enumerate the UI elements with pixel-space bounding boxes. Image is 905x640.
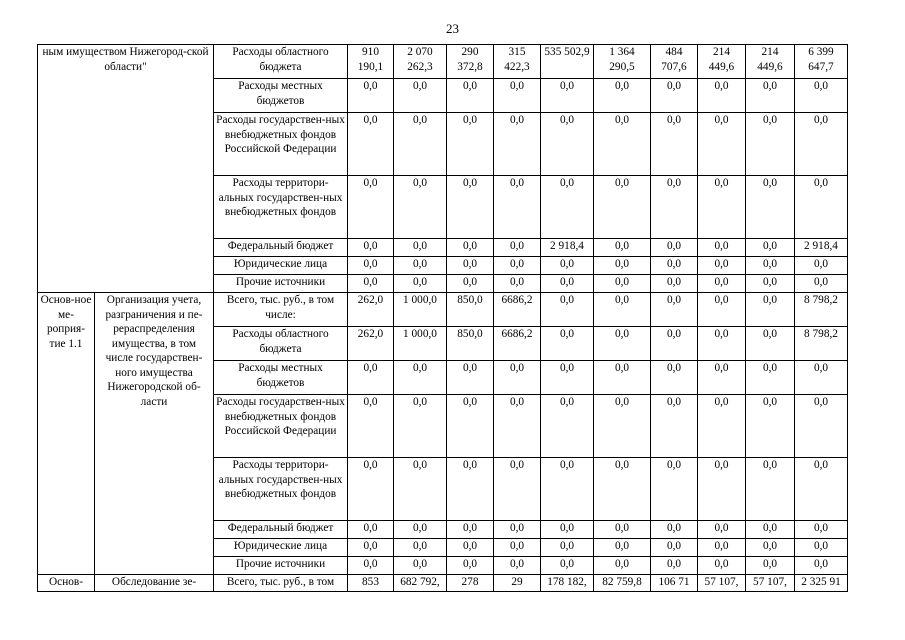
value-cell: 0,0: [698, 113, 746, 176]
value-cell: 0,0: [494, 275, 541, 293]
value-cell: 0,0: [394, 257, 447, 275]
value-cell: 0,0: [447, 239, 494, 257]
value-cell: 0,0: [447, 557, 494, 575]
value-cell: 0,0: [394, 176, 447, 239]
value-cell: 0,0: [698, 521, 746, 539]
value-cell: 0,0: [698, 293, 746, 327]
value-cell: 0,0: [447, 395, 494, 458]
value-cell: 0,0: [746, 395, 795, 458]
value-cell: 8 798,2: [795, 293, 848, 327]
value-cell: 0,0: [698, 361, 746, 395]
value-cell: 0,0: [494, 458, 541, 521]
funding-source-cell: Всего, тыс. руб., в том числе:: [214, 293, 348, 327]
value-cell: 0,0: [348, 257, 394, 275]
value-cell: 2 325 91: [795, 575, 848, 592]
value-cell: 315 422,3: [494, 45, 541, 79]
value-cell: 0,0: [594, 275, 651, 293]
value-cell: 0,0: [594, 557, 651, 575]
value-cell: 0,0: [795, 79, 848, 113]
value-cell: 0,0: [594, 239, 651, 257]
value-cell: 0,0: [541, 176, 594, 239]
value-cell: 0,0: [394, 79, 447, 113]
value-cell: 0,0: [795, 275, 848, 293]
funding-source-cell: Федеральный бюджет: [214, 521, 348, 539]
value-cell: 0,0: [594, 521, 651, 539]
value-cell: 106 71: [651, 575, 698, 592]
value-cell: 0,0: [795, 458, 848, 521]
value-cell: 0,0: [494, 239, 541, 257]
value-cell: 0,0: [447, 275, 494, 293]
value-cell: 6686,2: [494, 293, 541, 327]
value-cell: 0,0: [698, 257, 746, 275]
value-cell: 0,0: [541, 257, 594, 275]
value-cell: 0,0: [651, 293, 698, 327]
value-cell: 0,0: [447, 113, 494, 176]
value-cell: 0,0: [394, 361, 447, 395]
value-cell: 0,0: [348, 458, 394, 521]
value-cell: 0,0: [447, 458, 494, 521]
event-code-cell: Основ-: [38, 575, 95, 592]
value-cell: 8 798,2: [795, 327, 848, 361]
value-cell: 0,0: [594, 176, 651, 239]
value-cell: 0,0: [394, 521, 447, 539]
value-cell: 0,0: [494, 539, 541, 557]
value-cell: 0,0: [746, 521, 795, 539]
value-cell: 0,0: [348, 176, 394, 239]
value-cell: 0,0: [746, 293, 795, 327]
value-cell: 6686,2: [494, 327, 541, 361]
table-row: [38, 293, 848, 327]
value-cell: 0,0: [447, 361, 494, 395]
value-cell: 2 918,4: [795, 239, 848, 257]
value-cell: 0,0: [651, 521, 698, 539]
value-cell: 0,0: [447, 79, 494, 113]
value-cell: 682 792,: [394, 575, 447, 592]
value-cell: 850,0: [447, 327, 494, 361]
funding-source-cell: Расходы местных бюджетов: [214, 79, 348, 113]
value-cell: 1 000,0: [394, 327, 447, 361]
value-cell: 0,0: [746, 239, 795, 257]
value-cell: 0,0: [698, 327, 746, 361]
value-cell: 0,0: [795, 361, 848, 395]
funding-source-cell: Расходы государствен-ных внебюджетных фондов Российской Федерации: [214, 395, 348, 458]
value-cell: 0,0: [541, 458, 594, 521]
value-cell: 0,0: [594, 539, 651, 557]
value-cell: 0,0: [795, 539, 848, 557]
value-cell: 0,0: [698, 458, 746, 521]
value-cell: 0,0: [795, 113, 848, 176]
funding-source-cell: Юридические лица: [214, 257, 348, 275]
table-row: [38, 575, 848, 592]
continued-event-name-cell: ным имуществом Нижегород-ской области": [38, 45, 214, 293]
funding-source-cell: Расходы территори-альных государствен-ных внебюджетных фондов: [214, 176, 348, 239]
value-cell: 0,0: [651, 539, 698, 557]
value-cell: 0,0: [348, 239, 394, 257]
value-cell: 0,0: [447, 257, 494, 275]
value-cell: 0,0: [651, 361, 698, 395]
value-cell: 0,0: [795, 176, 848, 239]
value-cell: 57 107,: [746, 575, 795, 592]
value-cell: 910 190,1: [348, 45, 394, 79]
value-cell: 0,0: [348, 521, 394, 539]
value-cell: 0,0: [494, 113, 541, 176]
value-cell: 0,0: [795, 521, 848, 539]
funding-source-cell: Расходы областного бюджета: [214, 327, 348, 361]
page-number: 23: [446, 21, 459, 36]
value-cell: 0,0: [594, 327, 651, 361]
event-name-cell: Организация учета, разграничения и пе-рераспределения имущества, в том числе государствен-ного имущества Нижегородской об-ласти: [95, 293, 214, 575]
value-cell: 0,0: [348, 275, 394, 293]
value-cell: 0,0: [541, 113, 594, 176]
value-cell: 0,0: [394, 557, 447, 575]
funding-source-cell: Федеральный бюджет: [214, 239, 348, 257]
value-cell: 0,0: [494, 79, 541, 113]
value-cell: 29: [494, 575, 541, 592]
value-cell: 57 107,: [698, 575, 746, 592]
value-cell: 2 918,4: [541, 239, 594, 257]
value-cell: 0,0: [651, 113, 698, 176]
budget-table: [37, 44, 848, 592]
value-cell: 0,0: [348, 361, 394, 395]
value-cell: 0,0: [494, 257, 541, 275]
value-cell: 0,0: [394, 539, 447, 557]
value-cell: 0,0: [746, 79, 795, 113]
value-cell: 6 399 647,7: [795, 45, 848, 79]
value-cell: 0,0: [447, 521, 494, 539]
value-cell: 0,0: [795, 557, 848, 575]
value-cell: 262,0: [348, 327, 394, 361]
value-cell: 535 502,9: [541, 45, 594, 79]
value-cell: 0,0: [394, 239, 447, 257]
value-cell: 0,0: [541, 539, 594, 557]
value-cell: 0,0: [698, 539, 746, 557]
value-cell: 214 449,6: [746, 45, 795, 79]
value-cell: 2 070 262,3: [394, 45, 447, 79]
value-cell: 0,0: [698, 395, 746, 458]
value-cell: 0,0: [651, 458, 698, 521]
value-cell: 0,0: [348, 113, 394, 176]
value-cell: 0,0: [594, 257, 651, 275]
value-cell: 0,0: [651, 176, 698, 239]
value-cell: 0,0: [651, 79, 698, 113]
value-cell: 0,0: [494, 176, 541, 239]
value-cell: 0,0: [394, 275, 447, 293]
value-cell: 0,0: [651, 239, 698, 257]
funding-source-cell: Расходы областного бюджета: [214, 45, 348, 79]
value-cell: 0,0: [447, 176, 494, 239]
value-cell: 0,0: [746, 113, 795, 176]
table-row: [38, 45, 848, 79]
value-cell: 0,0: [746, 557, 795, 575]
value-cell: 0,0: [594, 293, 651, 327]
value-cell: 0,0: [746, 458, 795, 521]
value-cell: 0,0: [541, 79, 594, 113]
funding-source-cell: Расходы территори-альных государствен-ных внебюджетных фондов: [214, 458, 348, 521]
value-cell: 0,0: [698, 176, 746, 239]
value-cell: 0,0: [447, 539, 494, 557]
value-cell: 0,0: [651, 275, 698, 293]
value-cell: 278: [447, 575, 494, 592]
value-cell: 1 000,0: [394, 293, 447, 327]
value-cell: 0,0: [746, 176, 795, 239]
value-cell: 0,0: [394, 113, 447, 176]
value-cell: 853: [348, 575, 394, 592]
value-cell: 0,0: [651, 557, 698, 575]
value-cell: 0,0: [594, 113, 651, 176]
value-cell: 0,0: [594, 395, 651, 458]
value-cell: 0,0: [594, 458, 651, 521]
funding-source-cell: Расходы государствен-ных внебюджетных фондов Российской Федерации: [214, 113, 348, 176]
funding-source-cell: Прочие источники: [214, 557, 348, 575]
value-cell: 0,0: [651, 395, 698, 458]
value-cell: 0,0: [698, 275, 746, 293]
value-cell: 0,0: [541, 293, 594, 327]
value-cell: 214 449,6: [698, 45, 746, 79]
value-cell: 0,0: [494, 395, 541, 458]
value-cell: 0,0: [746, 257, 795, 275]
event-name-cell: Обследование зе-: [95, 575, 214, 592]
value-cell: 0,0: [541, 557, 594, 575]
value-cell: 0,0: [651, 257, 698, 275]
value-cell: 82 759,8: [594, 575, 651, 592]
value-cell: 0,0: [494, 557, 541, 575]
value-cell: 0,0: [746, 275, 795, 293]
value-cell: 0,0: [795, 257, 848, 275]
value-cell: 0,0: [348, 79, 394, 113]
value-cell: 0,0: [795, 395, 848, 458]
value-cell: 0,0: [541, 327, 594, 361]
value-cell: 0,0: [541, 521, 594, 539]
value-cell: 1 364 290,5: [594, 45, 651, 79]
value-cell: 0,0: [698, 239, 746, 257]
value-cell: 0,0: [494, 361, 541, 395]
value-cell: 0,0: [541, 275, 594, 293]
value-cell: 0,0: [698, 79, 746, 113]
value-cell: 0,0: [541, 361, 594, 395]
value-cell: 0,0: [348, 395, 394, 458]
value-cell: 0,0: [594, 79, 651, 113]
value-cell: 0,0: [494, 521, 541, 539]
value-cell: 0,0: [698, 557, 746, 575]
value-cell: 0,0: [651, 327, 698, 361]
value-cell: 0,0: [746, 539, 795, 557]
value-cell: 0,0: [394, 458, 447, 521]
value-cell: 178 182,: [541, 575, 594, 592]
value-cell: 0,0: [348, 557, 394, 575]
event-code-cell: Основ-ное ме-роприя-тие 1.1: [38, 293, 95, 575]
funding-source-cell: Всего, тыс. руб., в том: [214, 575, 348, 592]
funding-source-cell: Расходы местных бюджетов: [214, 361, 348, 395]
funding-source-cell: Прочие источники: [214, 275, 348, 293]
value-cell: 0,0: [348, 539, 394, 557]
value-cell: 262,0: [348, 293, 394, 327]
value-cell: 484 707,6: [651, 45, 698, 79]
value-cell: 0,0: [594, 361, 651, 395]
value-cell: 0,0: [541, 395, 594, 458]
value-cell: 290 372,8: [447, 45, 494, 79]
value-cell: 0,0: [394, 395, 447, 458]
value-cell: 0,0: [746, 327, 795, 361]
value-cell: 850,0: [447, 293, 494, 327]
funding-source-cell: Юридические лица: [214, 539, 348, 557]
value-cell: 0,0: [746, 361, 795, 395]
